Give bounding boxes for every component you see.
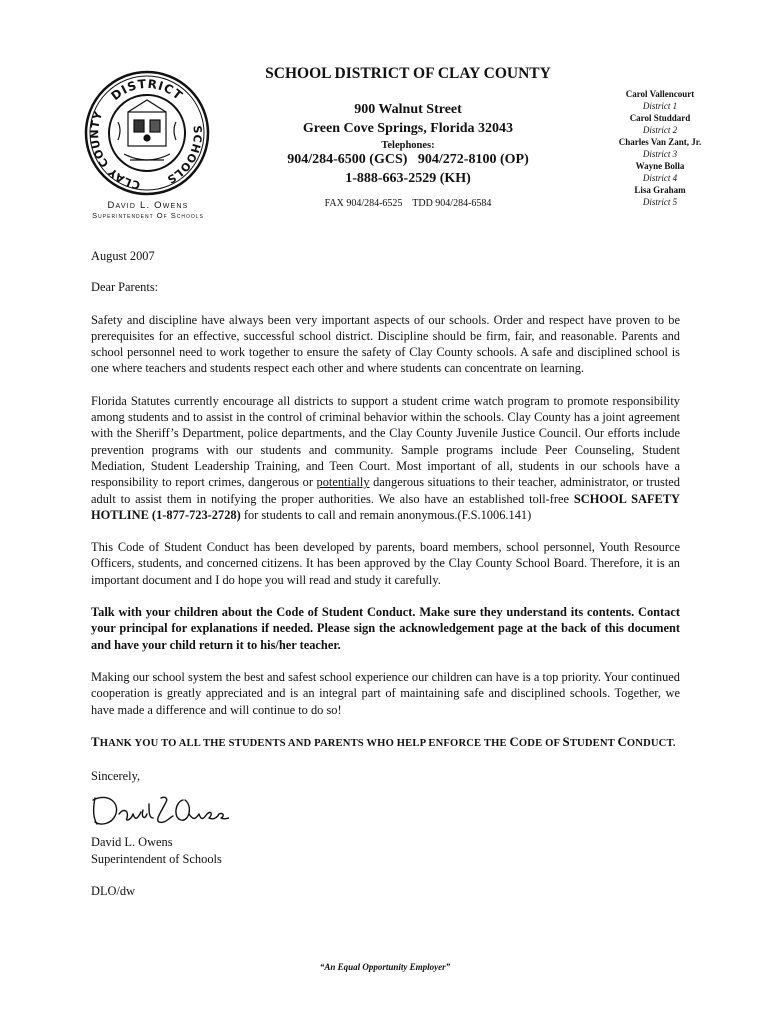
board-member-name: Charles Van Zant, Jr. bbox=[618, 137, 702, 147]
seal-top-text: DISTRICT bbox=[108, 76, 186, 104]
telephones-label: Telephones: bbox=[381, 140, 435, 151]
equal-opportunity-footer: “An Equal Opportunity Employer” bbox=[319, 962, 451, 972]
board-member-district: District 3 bbox=[642, 149, 678, 159]
board-member-district: District 2 bbox=[642, 125, 678, 135]
paragraph-code-development: This Code of Student Conduct has been developed by parents, board members, school personnel, Youth Resource Officers, students, and concerned citizens. It has been approved by the Clay County School Board. Therefore, it is an important document and I do hope you will read and study it carefully. bbox=[91, 540, 680, 587]
seal-left-text: CLAY COUNTY bbox=[88, 109, 142, 192]
initials: DLO/dw bbox=[91, 884, 136, 899]
board-member-district: District 5 bbox=[642, 197, 678, 207]
superintendent-name: David L. Owens bbox=[107, 200, 189, 211]
hotline-number: SCHOOL SAFETY HOTLINE (1-877-723-2728) bbox=[91, 491, 680, 522]
svg-text:DISTRICT bbox=[108, 77, 185, 103]
letter-body bbox=[91, 248, 680, 915]
board-member-name: Wayne Bolla bbox=[635, 161, 685, 171]
board-member-district: District 1 bbox=[642, 101, 678, 111]
handwritten-signature bbox=[89, 788, 229, 830]
school-board-list bbox=[604, 88, 716, 208]
paragraph-statutes bbox=[91, 393, 680, 523]
superintendent-title: Superintendent Of Schools bbox=[92, 211, 204, 220]
district-seal bbox=[84, 70, 210, 196]
underlined-word: potentially bbox=[316, 475, 370, 490]
letter-date: August 2007 bbox=[91, 249, 155, 263]
address-city: Green Cove Springs, Florida 32043 bbox=[302, 121, 514, 136]
paragraph-talk-with-children: Talk with your children about the Code of Student Conduct. Make sure they understand its contents. Contact your principal for explanations if needed. Please sign the acknowledgement page at the back of this document and have your child return it to his/her teacher. bbox=[91, 605, 680, 652]
signature-block bbox=[91, 834, 680, 867]
paragraph-text: dangerous situations to their teacher, administrator, or trusted adult to assist them in notifying the proper authorities. We also have an established toll-free bbox=[91, 475, 680, 506]
district-title: SCHOOL DISTRICT OF CLAY COUNTY bbox=[265, 65, 551, 82]
paragraph-priority: Making our school system the best and safest school experience our children can have is a top priority. Your continued cooperation is greatly appreciated and is an integral part of maintaining safe and disciplined schools. Together, we have made a difference and will continue to do so! bbox=[91, 669, 680, 717]
closing: Sincerely, bbox=[91, 769, 141, 784]
seal-right-text: SCHOOLS bbox=[164, 125, 205, 187]
salutation: Dear Parents: bbox=[91, 280, 159, 295]
toll-free-number: 1-888-663-2529 (KH) bbox=[345, 171, 471, 186]
board-member-name: Lisa Graham bbox=[634, 185, 686, 195]
signer-title: Superintendent of Schools bbox=[91, 851, 222, 866]
address-street: 900 Walnut Street bbox=[354, 102, 462, 117]
signer-name: David L. Owens bbox=[91, 835, 173, 850]
paragraph-text: for students to call and remain anonymous.(F.S.1006.141) bbox=[240, 507, 532, 522]
board-member-district: District 4 bbox=[642, 173, 678, 183]
seal-emblem-icon bbox=[118, 100, 176, 160]
paragraph-text: Florida Statutes currently encourage all districts to support a student crime watch program to promote responsibility among students and to assist in the control of criminal behavior within the schools. Clay County has a joint agreement with the Sheriff’s Department, police departments, and the Clay County Juvenile Justice Council. Our efforts include prevention programs with our students and community. Sample programs include Peer Counseling, Student Mediation, Student Leadership Training, and Teen Court. Most important of all, students in our schools have a responsibility to report crimes, dangerous or bbox=[91, 393, 680, 490]
paragraph-safety: Safety and discipline have always been very important aspects of our schools. Order and respect have proven to be prerequisites for an effective, successful school district. Discipline should be firm, fair, and reasonable. Parents and school personnel need to work together to ensure the safety of Clay County schools. A safe and disciplined school is one where teachers and students respect each other and where students can concentrate on learning. bbox=[91, 312, 680, 376]
fax-tdd-line: FAX 904/284-6525 TDD 904/284-6584 bbox=[324, 198, 492, 209]
board-member-name: Carol Studdard bbox=[629, 113, 691, 123]
phone-numbers: 904/284-6500 (GCS) 904/272-8100 (OP) bbox=[287, 152, 529, 167]
thank-you-line: THANK YOU TO ALL THE STUDENTS AND PARENTS WHO HELP ENFORCE THE CODE OF STUDENT CONDUCT. bbox=[91, 734, 676, 749]
board-member-name: Carol Vallencourt bbox=[625, 89, 695, 99]
